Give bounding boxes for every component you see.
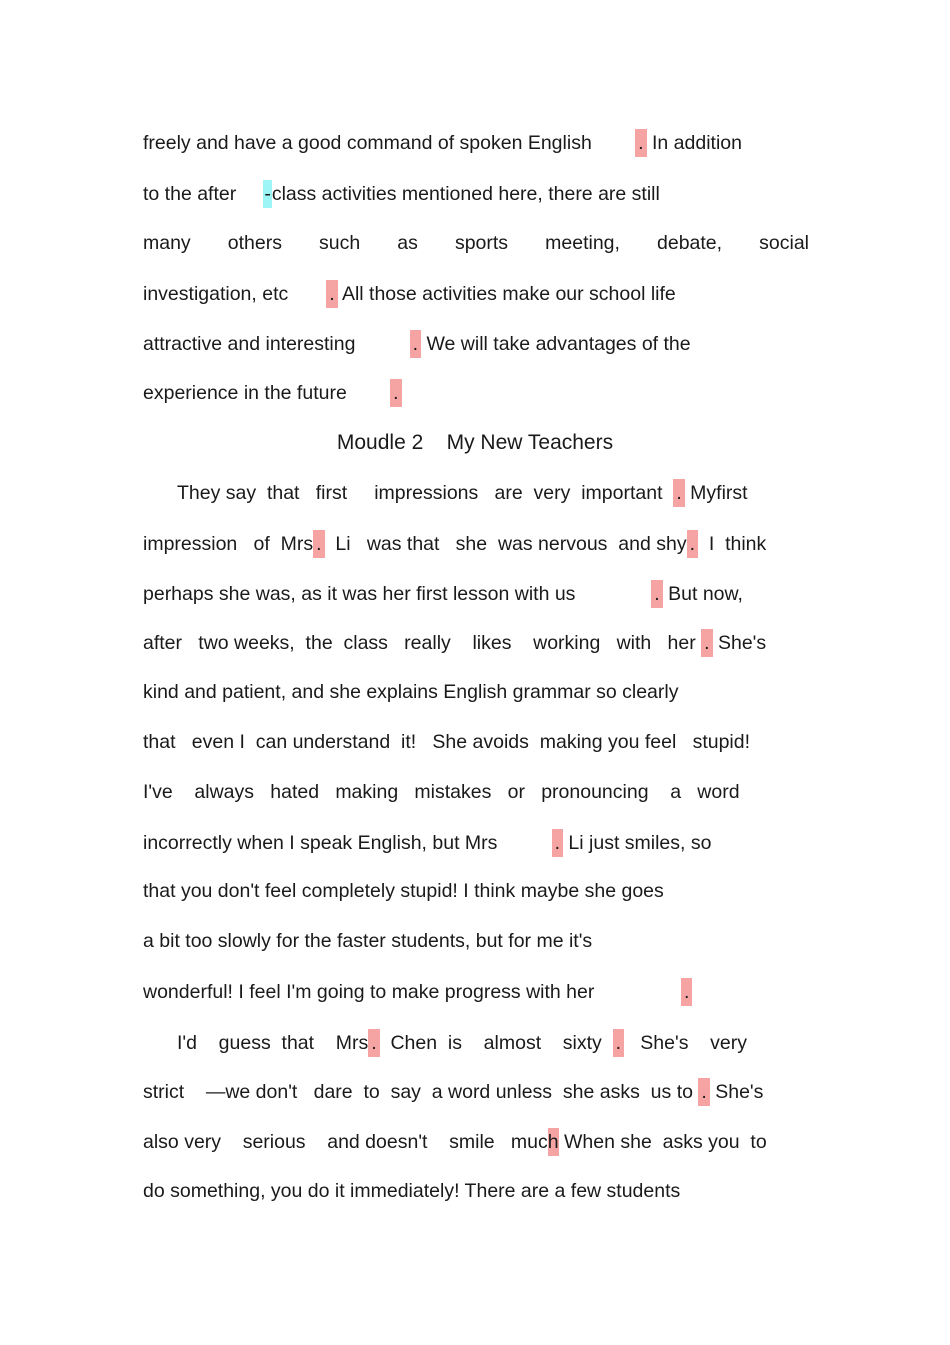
highlight-mark: . [613, 1029, 624, 1057]
highlight-mark: . [651, 580, 662, 608]
text-line: kind and patient, and she explains English grammar so clearly [143, 681, 679, 703]
text-line: strict —we don't dare to say a word unless she asks us to . She's [143, 1078, 809, 1104]
text-line: do something, you do it immediately! There are a few students [143, 1180, 681, 1202]
highlight-mark: . [701, 629, 712, 657]
text-line: incorrectly when I speak English, but Mrs . Li just smiles, so [143, 829, 809, 855]
highlight-mark: - [263, 180, 272, 208]
highlight-mark: . [326, 280, 337, 308]
text-line: that even I can understand it! She avoids making you feel stupid! [143, 731, 751, 753]
text-line: investigation, etc . All those activities make our school life [143, 280, 809, 306]
highlight-mark: . [390, 379, 401, 407]
text-line: after two weeks, the class really likes working with her . She's [143, 629, 809, 655]
text-line: to the after -class activities mentioned here, there are still [143, 180, 809, 206]
text-line: attractive and interesting . We will take advantages of the [143, 330, 809, 356]
highlight-mark: . [673, 479, 684, 507]
highlight-mark: . [368, 1029, 379, 1057]
text-line: I've always hated making mistakes or pronouncing a word [143, 781, 740, 803]
section-title: Moudle 2 My New Teachers [336, 431, 614, 454]
text-line: wonderful! I feel I'm going to make progress with her . [143, 978, 809, 1004]
text-line: freely and have a good command of spoken English . In addition [143, 129, 809, 155]
highlight-mark: . [687, 530, 698, 558]
text-line: a bit too slowly for the faster students, but for me it's [143, 930, 593, 952]
text-line: also very serious and doesn't smile much When she asks you to [143, 1128, 809, 1154]
text-line: many others such as sports meeting, debate, social [143, 232, 809, 254]
highlight-mark: . [410, 330, 421, 358]
highlight-mark: . [635, 129, 646, 157]
text-line: perhaps she was, as it was her first lesson with us . But now, [143, 580, 809, 606]
highlight-mark: h [548, 1128, 559, 1156]
text-line: I'd guess that Mrs . Chen is almost sixty . She's very [143, 1029, 809, 1055]
highlight-mark: . [681, 978, 692, 1006]
text-line: experience in the future . [143, 379, 809, 405]
text-line: They say that first impressions are very important . Myfirst [143, 479, 809, 505]
text-line: that you don't feel completely stupid! I think maybe she goes [143, 880, 664, 902]
highlight-mark: . [698, 1078, 709, 1106]
text-line: impression of Mrs . Li was that she was nervous and shy . I think [143, 530, 809, 556]
highlight-mark: . [552, 829, 563, 857]
highlight-mark: . [313, 530, 324, 558]
